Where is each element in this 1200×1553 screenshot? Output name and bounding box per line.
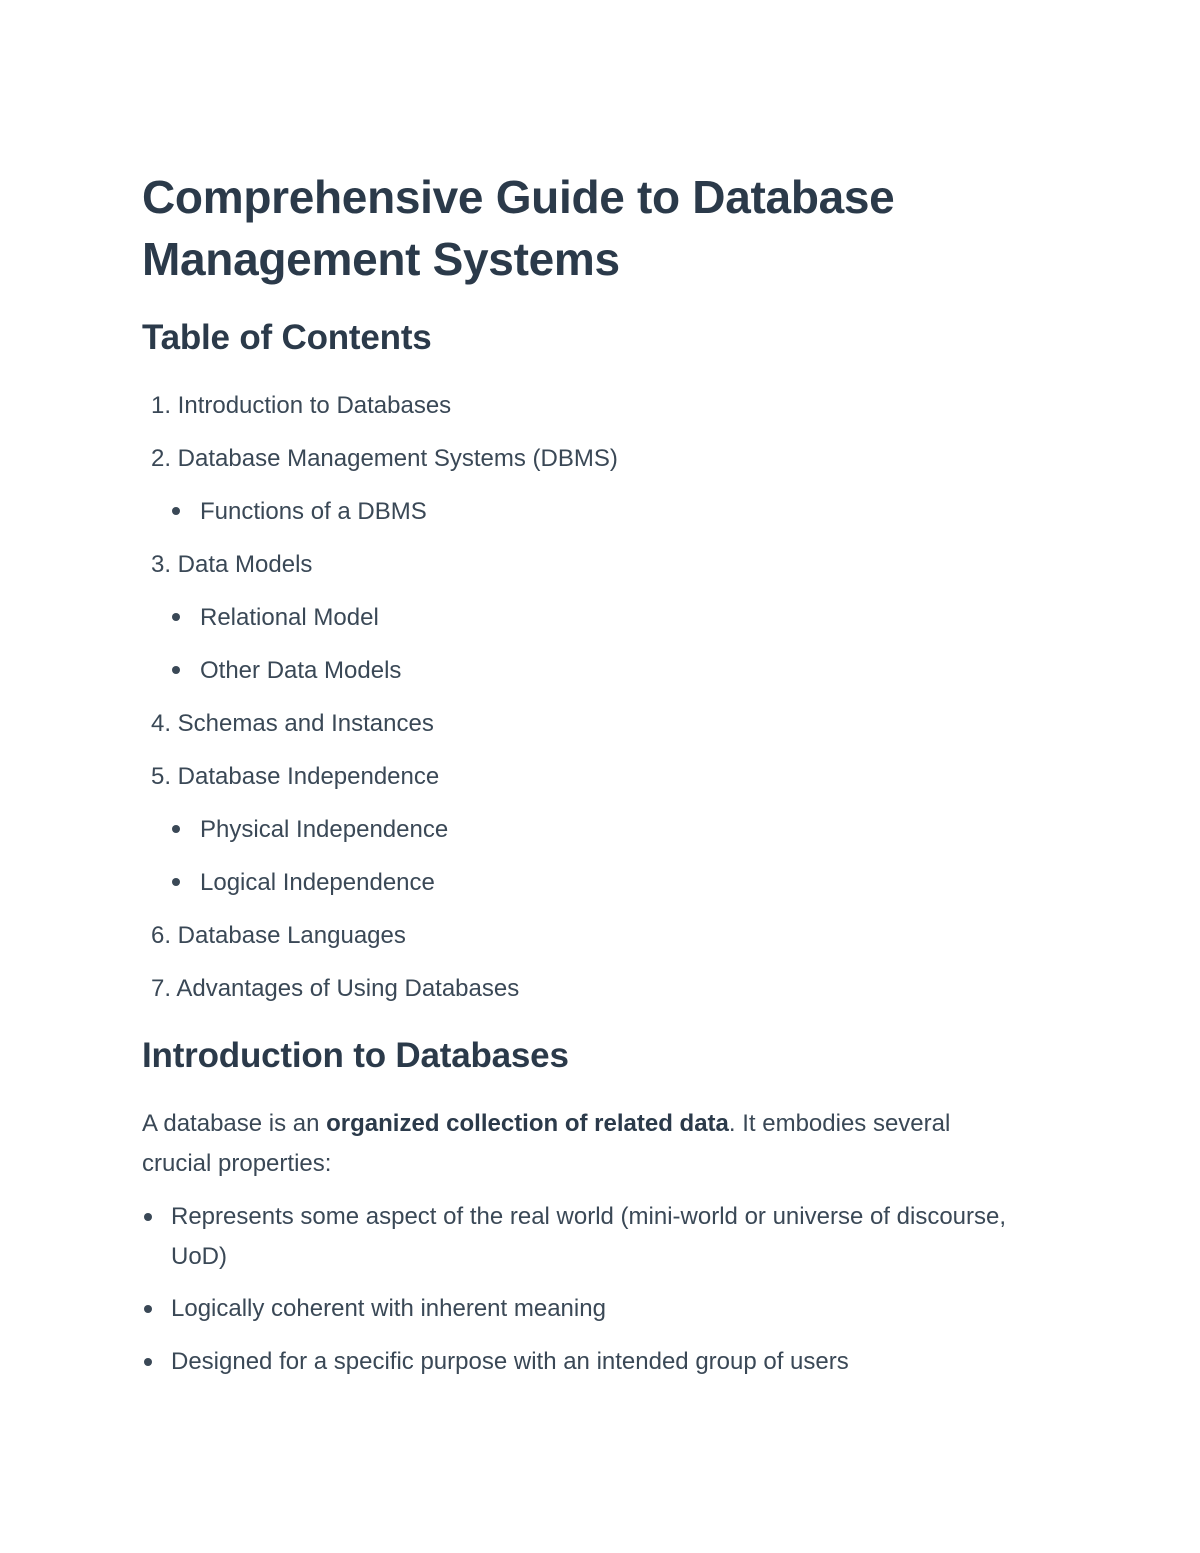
intro-para-lead: A database is an [142, 1110, 327, 1137]
toc-item-label: Introduction to Databases [177, 392, 452, 419]
toc-item-number: 7. [150, 975, 171, 1002]
toc-subitem-relational-model[interactable] [172, 602, 379, 634]
intro-para-bold: organized collection of related data [326, 1110, 729, 1137]
toc-subitem-label: Relational Model [200, 604, 379, 631]
intro-heading: Introduction to Databases [142, 1036, 569, 1075]
toc-item-label: Database Independence [177, 763, 440, 790]
bullet-icon [144, 1358, 152, 1366]
property-text: Logically coherent with inherent meaning [171, 1295, 606, 1322]
bullet-icon [144, 1305, 152, 1313]
toc-item-advantages[interactable] [142, 973, 519, 1005]
toc-item-number: 2. [150, 445, 171, 472]
bullet-icon [172, 613, 180, 621]
toc-subitem-label: Logical Independence [200, 869, 435, 896]
property-text: Represents some aspect of the real world (mini-world or universe of discourse, UoD) [171, 1203, 1007, 1270]
toc-item-introduction[interactable] [142, 390, 451, 422]
bullet-icon [172, 666, 180, 674]
toc-item-dbms[interactable] [142, 443, 618, 475]
toc-item-number: 4. [150, 710, 171, 737]
bullet-icon [144, 1213, 152, 1221]
document-title: Comprehensive Guide to Database Management Systems [142, 171, 895, 285]
toc-item-schemas-and-instances[interactable] [142, 708, 434, 740]
toc-item-label: Advantages of Using Databases [176, 975, 520, 1002]
toc-item-data-models[interactable] [142, 549, 312, 581]
property-text: Designed for a specific purpose with an intended group of users [171, 1348, 849, 1375]
toc-subitem-logical-independence[interactable] [172, 867, 435, 899]
toc-item-database-independence[interactable] [142, 761, 439, 793]
property-list-item [142, 1342, 1022, 1382]
toc-subitem-physical-independence[interactable] [172, 814, 448, 846]
property-list-item [142, 1289, 1022, 1329]
toc-heading: Table of Contents [142, 318, 432, 357]
toc-item-label: Schemas and Instances [177, 710, 434, 737]
toc-subitem-functions-of-dbms[interactable] [172, 496, 427, 528]
toc-item-label: Database Management Systems (DBMS) [177, 445, 618, 472]
toc-subitem-label: Physical Independence [200, 816, 449, 843]
toc-item-database-languages[interactable] [142, 920, 406, 952]
bullet-icon [172, 507, 180, 515]
intro-paragraph [142, 1104, 1022, 1184]
toc-item-number: 3. [150, 551, 171, 578]
bullet-icon [172, 878, 180, 886]
toc-item-number: 1. [150, 392, 171, 419]
toc-item-label: Database Languages [177, 922, 406, 949]
intro-para-tail: . It embodies several crucial properties: [142, 1110, 951, 1177]
toc-subitem-other-data-models[interactable] [172, 655, 401, 687]
property-list-item [142, 1197, 1022, 1277]
toc-subitem-label: Functions of a DBMS [200, 498, 427, 525]
toc-item-number: 6. [150, 922, 171, 949]
bullet-icon [172, 825, 180, 833]
toc-item-label: Data Models [177, 551, 313, 578]
toc-item-number: 5. [150, 763, 171, 790]
toc-subitem-label: Other Data Models [200, 657, 402, 684]
